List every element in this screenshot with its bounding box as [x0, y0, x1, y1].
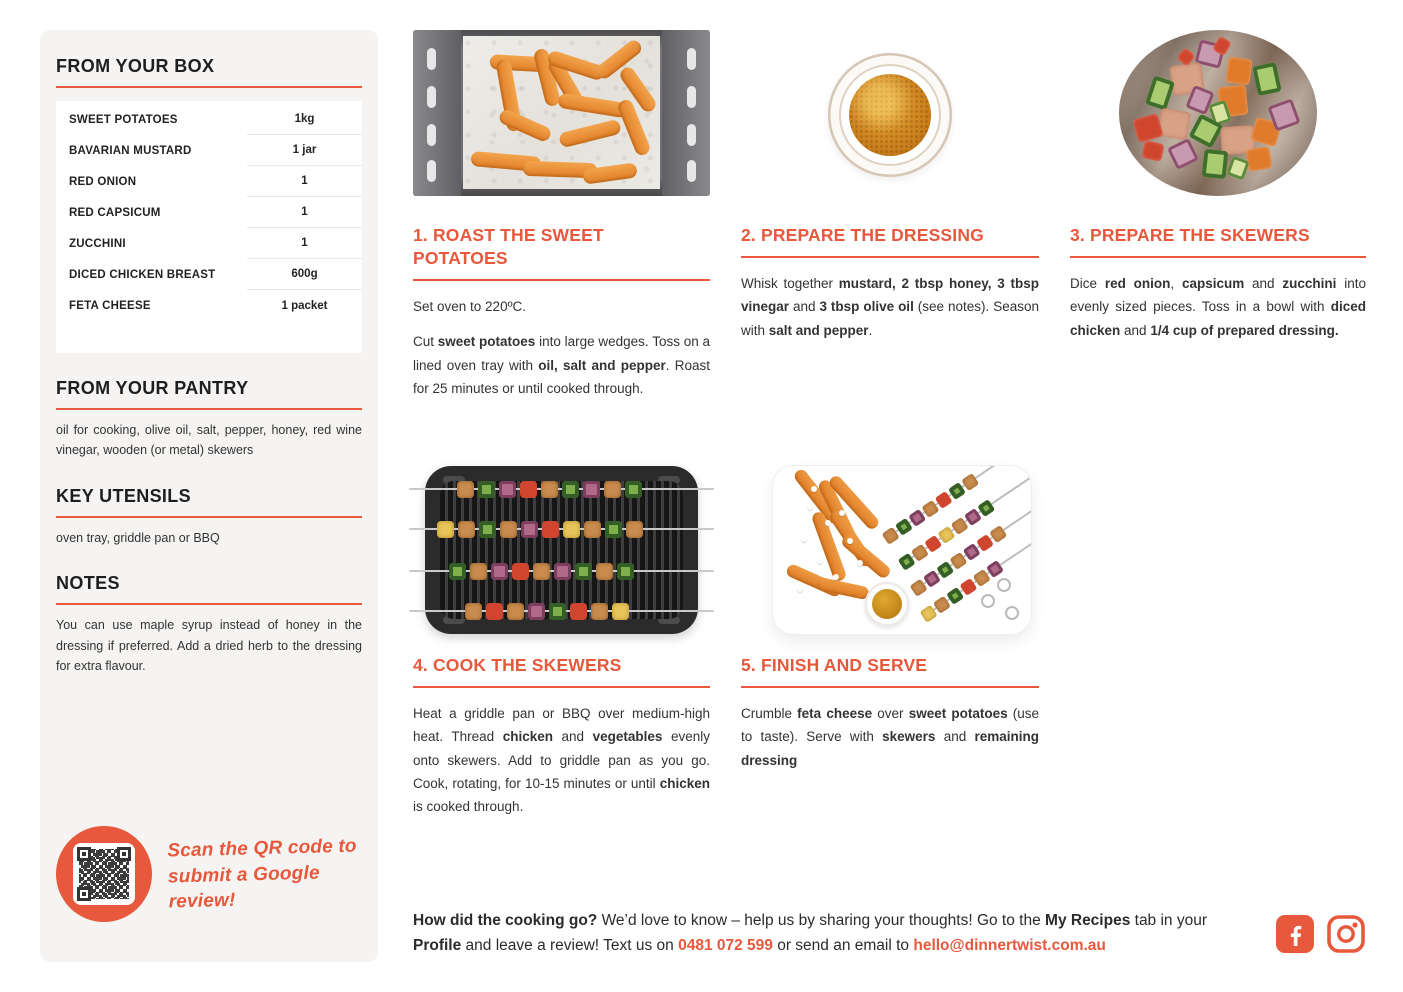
- key-utensils-title: KEY UTENSILS: [56, 485, 192, 506]
- step-5-text: Crumble feta cheese over sweet potatoes (use to taste). Serve with skewers and remaining dressing: [741, 706, 1040, 768]
- contact-link[interactable]: 0481 072 599: [678, 937, 773, 955]
- ingredient-name: ZUCCHINI: [69, 237, 126, 250]
- step5-photo-finished-plate: [773, 466, 1031, 634]
- step-4-title: 4. COOK THE SKEWERS: [413, 655, 622, 675]
- step-4: [413, 654, 710, 830]
- step-5: [741, 654, 1039, 784]
- table-row: [56, 104, 362, 135]
- step-3: [1070, 224, 1366, 354]
- box-ingredients-table: [56, 101, 362, 353]
- notes-section: [56, 573, 362, 676]
- step-2-text: Whisk together mustard, 2 tbsp honey, 3 tbsp vinegar and 3 tbsp olive oil (see notes). Season with salt and pepper.: [741, 276, 1040, 338]
- step-5-title: 5. FINISH AND SERVE: [741, 655, 928, 675]
- table-row: [56, 228, 362, 259]
- divider: [413, 686, 710, 688]
- ingredient-qty: 1: [247, 197, 362, 228]
- ingredient-name: BAVARIAN MUSTARD: [69, 144, 192, 157]
- ingredient-name: FETA CHEESE: [69, 299, 151, 312]
- from-your-box-title: FROM YOUR BOX: [56, 56, 215, 76]
- divider: [56, 603, 362, 605]
- step-1-title: 1. ROAST THE SWEET POTATOES: [413, 225, 604, 269]
- step-1-text: Cut sweet potatoes into large wedges. Toss on a lined oven tray with oil, salt and pepper. Roast for 25 minutes or until cooked through.: [413, 334, 710, 396]
- notes-text: You can use maple syrup instead of honey in the dressing if preferred. Add a dried herb to the dressing for extra flavour.: [56, 618, 362, 673]
- utensils-text: oven tray, griddle pan or BBQ: [56, 530, 220, 545]
- notes-title: NOTES: [56, 573, 120, 594]
- feedback-footer-text: How did the cooking go? We’d love to know – help us by sharing your thoughts! Go to the My Recipes tab in your Profile and leave a review! Text us on 0481 072 599 or send an email to hello@dinnertwist.com.au: [413, 912, 1208, 955]
- table-row: [56, 259, 362, 290]
- pantry-text: oil for cooking, olive oil, salt, pepper, honey, red wine vinegar, wooden (or metal) skewers: [56, 423, 362, 458]
- ingredient-qty: 1: [247, 166, 362, 197]
- step-2: [741, 224, 1039, 354]
- step1-photo-sweet-potato-tray: [413, 30, 710, 196]
- table-row: [56, 135, 362, 166]
- facebook-icon[interactable]: [1275, 914, 1315, 954]
- divider: [741, 256, 1039, 258]
- step3-photo-veg-bowl: [1070, 30, 1366, 196]
- ingredient-qty: 600g: [247, 259, 362, 290]
- social-icons: [1275, 914, 1366, 954]
- google-review-qr: [56, 826, 362, 922]
- step-1: [413, 224, 710, 412]
- qr-code-icon: [73, 843, 135, 905]
- ingredient-qty: 1 jar: [247, 135, 362, 166]
- divider: [413, 279, 710, 281]
- ingredient-qty: 1: [247, 228, 362, 259]
- from-your-pantry-title: FROM YOUR PANTRY: [56, 378, 249, 398]
- contact-link[interactable]: hello@dinnertwist.com.au: [913, 937, 1106, 955]
- key-utensils-section: [56, 486, 362, 548]
- qr-caption: [167, 833, 363, 915]
- ingredient-name: RED ONION: [69, 175, 137, 188]
- step-1-text: Set oven to 220ºC.: [413, 299, 527, 315]
- ingredient-name: SWEET POTATOES: [69, 113, 178, 126]
- from-your-pantry-section: [56, 378, 362, 461]
- divider: [1070, 256, 1366, 258]
- step-2-title: 2. PREPARE THE DRESSING: [741, 225, 984, 245]
- table-row: [56, 166, 362, 197]
- instagram-icon[interactable]: [1326, 914, 1366, 954]
- ingredient-qty: 1kg: [247, 104, 362, 135]
- qr-caption-line2: submit a Google review!: [167, 861, 320, 913]
- ingredient-name: DICED CHICKEN BREAST: [69, 268, 216, 281]
- divider: [56, 86, 362, 88]
- step-3-text: Dice red onion, capsicum and zucchini into evenly sized pieces. Toss in a bowl with diced chicken and 1/4 cup of prepared dressing.: [1070, 276, 1366, 338]
- ingredient-qty: 1 packet: [281, 299, 328, 312]
- step4-photo-skewers-griddle: [413, 458, 710, 644]
- qr-caption-line1: Scan the QR code to: [167, 835, 357, 862]
- divider: [56, 516, 362, 518]
- divider: [741, 686, 1039, 688]
- ingredient-name: RED CAPSICUM: [69, 206, 161, 219]
- from-your-box-section: [56, 56, 362, 353]
- table-row: [56, 290, 362, 321]
- step-3-title: 3. PREPARE THE SKEWERS: [1070, 225, 1310, 245]
- step-4-text: Heat a griddle pan or BBQ over medium-high heat. Thread chicken and vegetables evenly onto skewers. Add to griddle pan as you go. Cook, rotating, for 10-15 minutes or until chicken is cooked through.: [413, 706, 711, 814]
- step2-photo-dressing-bowl: [741, 42, 1039, 188]
- sidebar: [40, 30, 378, 962]
- qr-code-badge: [56, 826, 152, 922]
- divider: [56, 408, 362, 410]
- table-row: [56, 197, 362, 228]
